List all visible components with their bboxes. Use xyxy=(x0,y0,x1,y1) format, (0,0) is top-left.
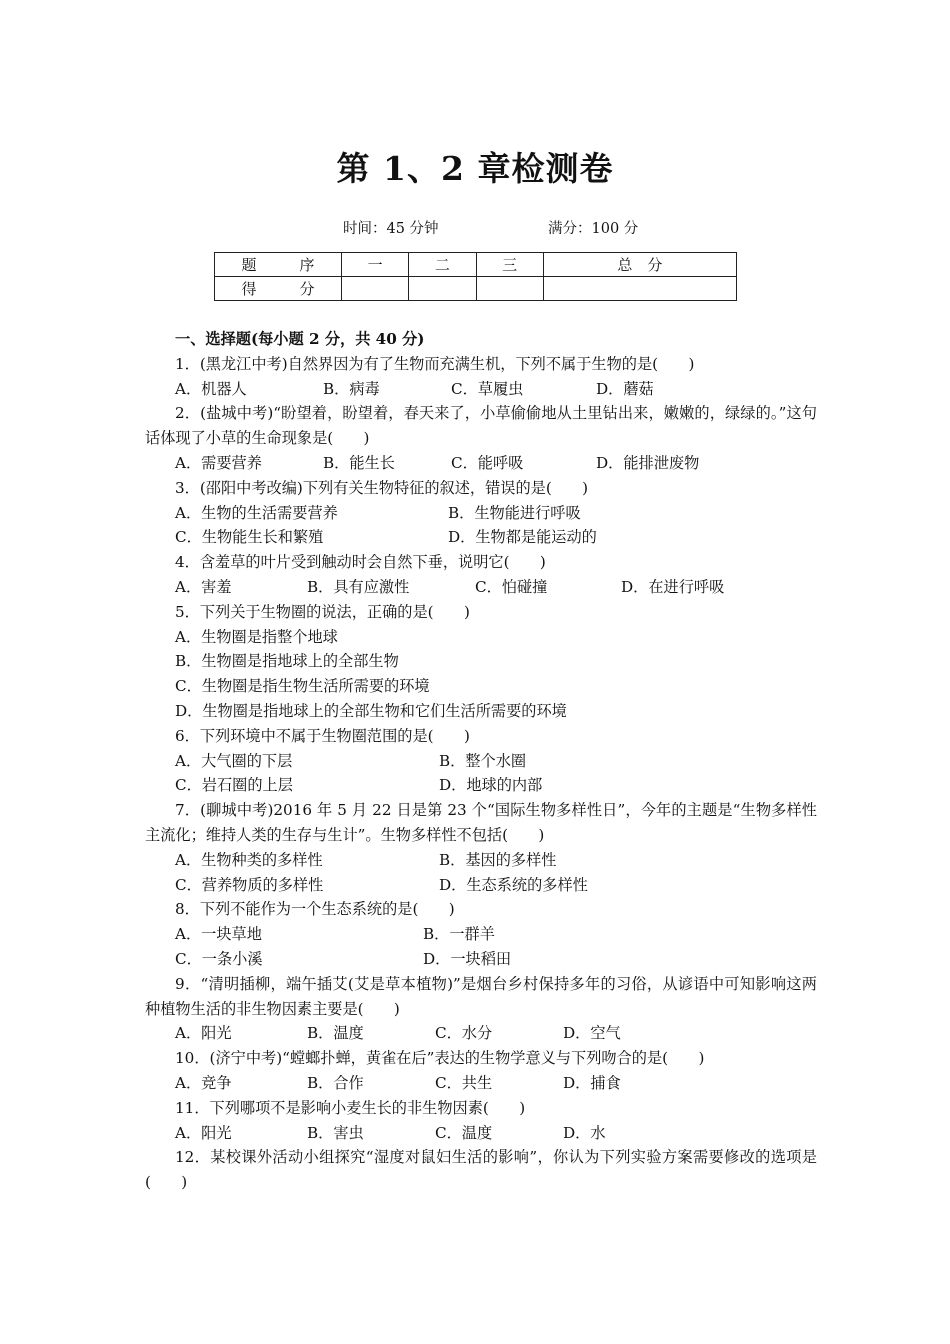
option: A．生物圈是指整个地球 xyxy=(175,627,338,646)
full-score-label: 满分：100 分 xyxy=(548,221,639,237)
option: C．营养物质的多样性 xyxy=(175,875,324,894)
option-row xyxy=(145,377,817,402)
option: A．阳光 xyxy=(175,1024,232,1043)
option-row xyxy=(145,749,817,774)
option: C．能呼吸 xyxy=(451,453,524,472)
option-row xyxy=(145,451,817,476)
question-list xyxy=(145,327,817,1195)
option-row xyxy=(145,947,817,972)
option: A．阳光 xyxy=(175,1123,232,1142)
option: D．生物圈是指地球上的全部生物和它们生活所需要的环境 xyxy=(175,701,567,720)
score-table xyxy=(214,252,737,301)
option-row xyxy=(145,848,817,873)
question-stem: 10．(济宁中考)“螳螂扑蝉，黄雀在后”表达的生物学意义与下列吻合的是( ) xyxy=(175,1049,705,1068)
score-cell xyxy=(409,277,476,301)
option: B．一群羊 xyxy=(423,925,495,944)
option: A．大气圈的下层 xyxy=(175,751,293,770)
option-row xyxy=(145,525,817,550)
score-table-score-row xyxy=(215,277,737,301)
score-cell xyxy=(342,277,409,301)
option: C．怕碰撞 xyxy=(475,577,548,596)
option-row xyxy=(145,873,817,898)
question-stem: 5．下列关于生物圈的说法，正确的是( ) xyxy=(175,602,470,621)
option-row xyxy=(145,1121,817,1146)
option: B．害虫 xyxy=(307,1123,364,1142)
option: C．生物圈是指生物生活所需要的环境 xyxy=(175,677,430,696)
option: A．需要营养 xyxy=(175,453,262,472)
option: D．捕食 xyxy=(563,1073,621,1092)
option: D．在进行呼吸 xyxy=(621,577,725,596)
option: D．空气 xyxy=(563,1024,621,1043)
option: D．一块稻田 xyxy=(423,949,512,968)
option: A．机器人 xyxy=(175,379,247,398)
option: A．竞争 xyxy=(175,1073,232,1092)
option: A．害羞 xyxy=(175,577,232,596)
question-stem: 1．(黑龙江中考)自然界因为有了生物而充满生机，下列不属于生物的是( ) xyxy=(175,354,695,373)
score-table-row-label: 得 分 xyxy=(215,277,342,301)
score-table-header-cell: 题 序 xyxy=(215,253,342,277)
option: B．整个水圈 xyxy=(439,751,527,770)
question-stem: 8．下列不能作为一个生态系统的是( ) xyxy=(175,900,455,919)
question-stem: 11．下列哪项不是影响小麦生长的非生物因素( ) xyxy=(175,1098,526,1117)
option: D．生态系统的多样性 xyxy=(439,875,588,894)
question-stem: 4．含羞草的叶片受到触动时会自然下垂，说明它( ) xyxy=(175,553,546,572)
option: C．温度 xyxy=(435,1123,493,1142)
option-row xyxy=(145,575,817,600)
option: C．草履虫 xyxy=(451,379,524,398)
option-row xyxy=(145,1071,817,1096)
score-table-header-cell: 总 分 xyxy=(543,253,736,277)
question-stem: 12．某校课外活动小组探究“湿度对鼠妇生活的影响”，你认为下列实验方案需要修改的选项是( ) xyxy=(145,1148,817,1192)
score-table-header-row xyxy=(215,253,737,277)
option: A．生物的生活需要营养 xyxy=(175,503,338,522)
option: D．水 xyxy=(563,1123,606,1142)
score-table-header-cell: 一 xyxy=(342,253,409,277)
option: C．一条小溪 xyxy=(175,949,263,968)
option: D．蘑菇 xyxy=(596,379,654,398)
option-row xyxy=(145,1021,817,1046)
score-cell xyxy=(543,277,736,301)
option: D．能排泄废物 xyxy=(596,453,700,472)
option: C．水分 xyxy=(435,1024,493,1043)
question-stem: 3．(邵阳中考改编)下列有关生物特征的叙述，错误的是( ) xyxy=(175,478,589,497)
option: B．能生长 xyxy=(323,453,395,472)
option-row xyxy=(145,501,817,526)
option: B．生物圈是指地球上的全部生物 xyxy=(175,652,399,671)
option-row xyxy=(145,773,817,798)
question-stem: 6．下列环境中不属于生物圈范围的是( ) xyxy=(175,726,470,745)
time-label: 时间：45 分钟 xyxy=(343,221,439,237)
option: D．生物都是能运动的 xyxy=(448,528,597,547)
option: B．温度 xyxy=(307,1024,364,1043)
page-title: 第 1、2 章检测卷 xyxy=(336,149,614,188)
option: C．生物能生长和繁殖 xyxy=(175,528,324,547)
option: B．基因的多样性 xyxy=(439,850,557,869)
option: A．生物种类的多样性 xyxy=(175,850,323,869)
option: A．一块草地 xyxy=(175,925,262,944)
option: B．病毒 xyxy=(323,379,380,398)
question-stem: 7．(聊城中考)2016 年 5 月 22 日是第 23 个“国际生物多样性日”，今年的主题是“生物多样性主流化；维持人类的生存与生计”。生物多样性不包括( ) xyxy=(145,801,817,844)
option-row xyxy=(145,922,817,947)
option: C．岩石圈的上层 xyxy=(175,776,293,795)
score-cell xyxy=(476,277,543,301)
section-title: 一、选择题(每小题 2 分，共 40 分) xyxy=(175,330,425,348)
question-stem: 2．(盐城中考)“盼望着，盼望着，春天来了，小草偷偷地从土里钻出来，嫩嫩的，绿绿的。”这句话体现了小草的生命现象是( ) xyxy=(145,404,817,448)
option: B．生物能进行呼吸 xyxy=(448,503,581,522)
score-table-header-cell: 二 xyxy=(409,253,476,277)
option: D．地球的内部 xyxy=(439,776,543,795)
question-stem: 9．“清明插柳，端午插艾(艾是草本植物)”是烟台乡村保持多年的习俗，从谚语中可知影响这两种植物生活的非生物因素主要是( ) xyxy=(145,974,817,1018)
option: B．具有应激性 xyxy=(307,577,410,596)
option: C．共生 xyxy=(435,1073,493,1092)
score-table-header-cell: 三 xyxy=(476,253,543,277)
option: B．合作 xyxy=(307,1073,364,1092)
